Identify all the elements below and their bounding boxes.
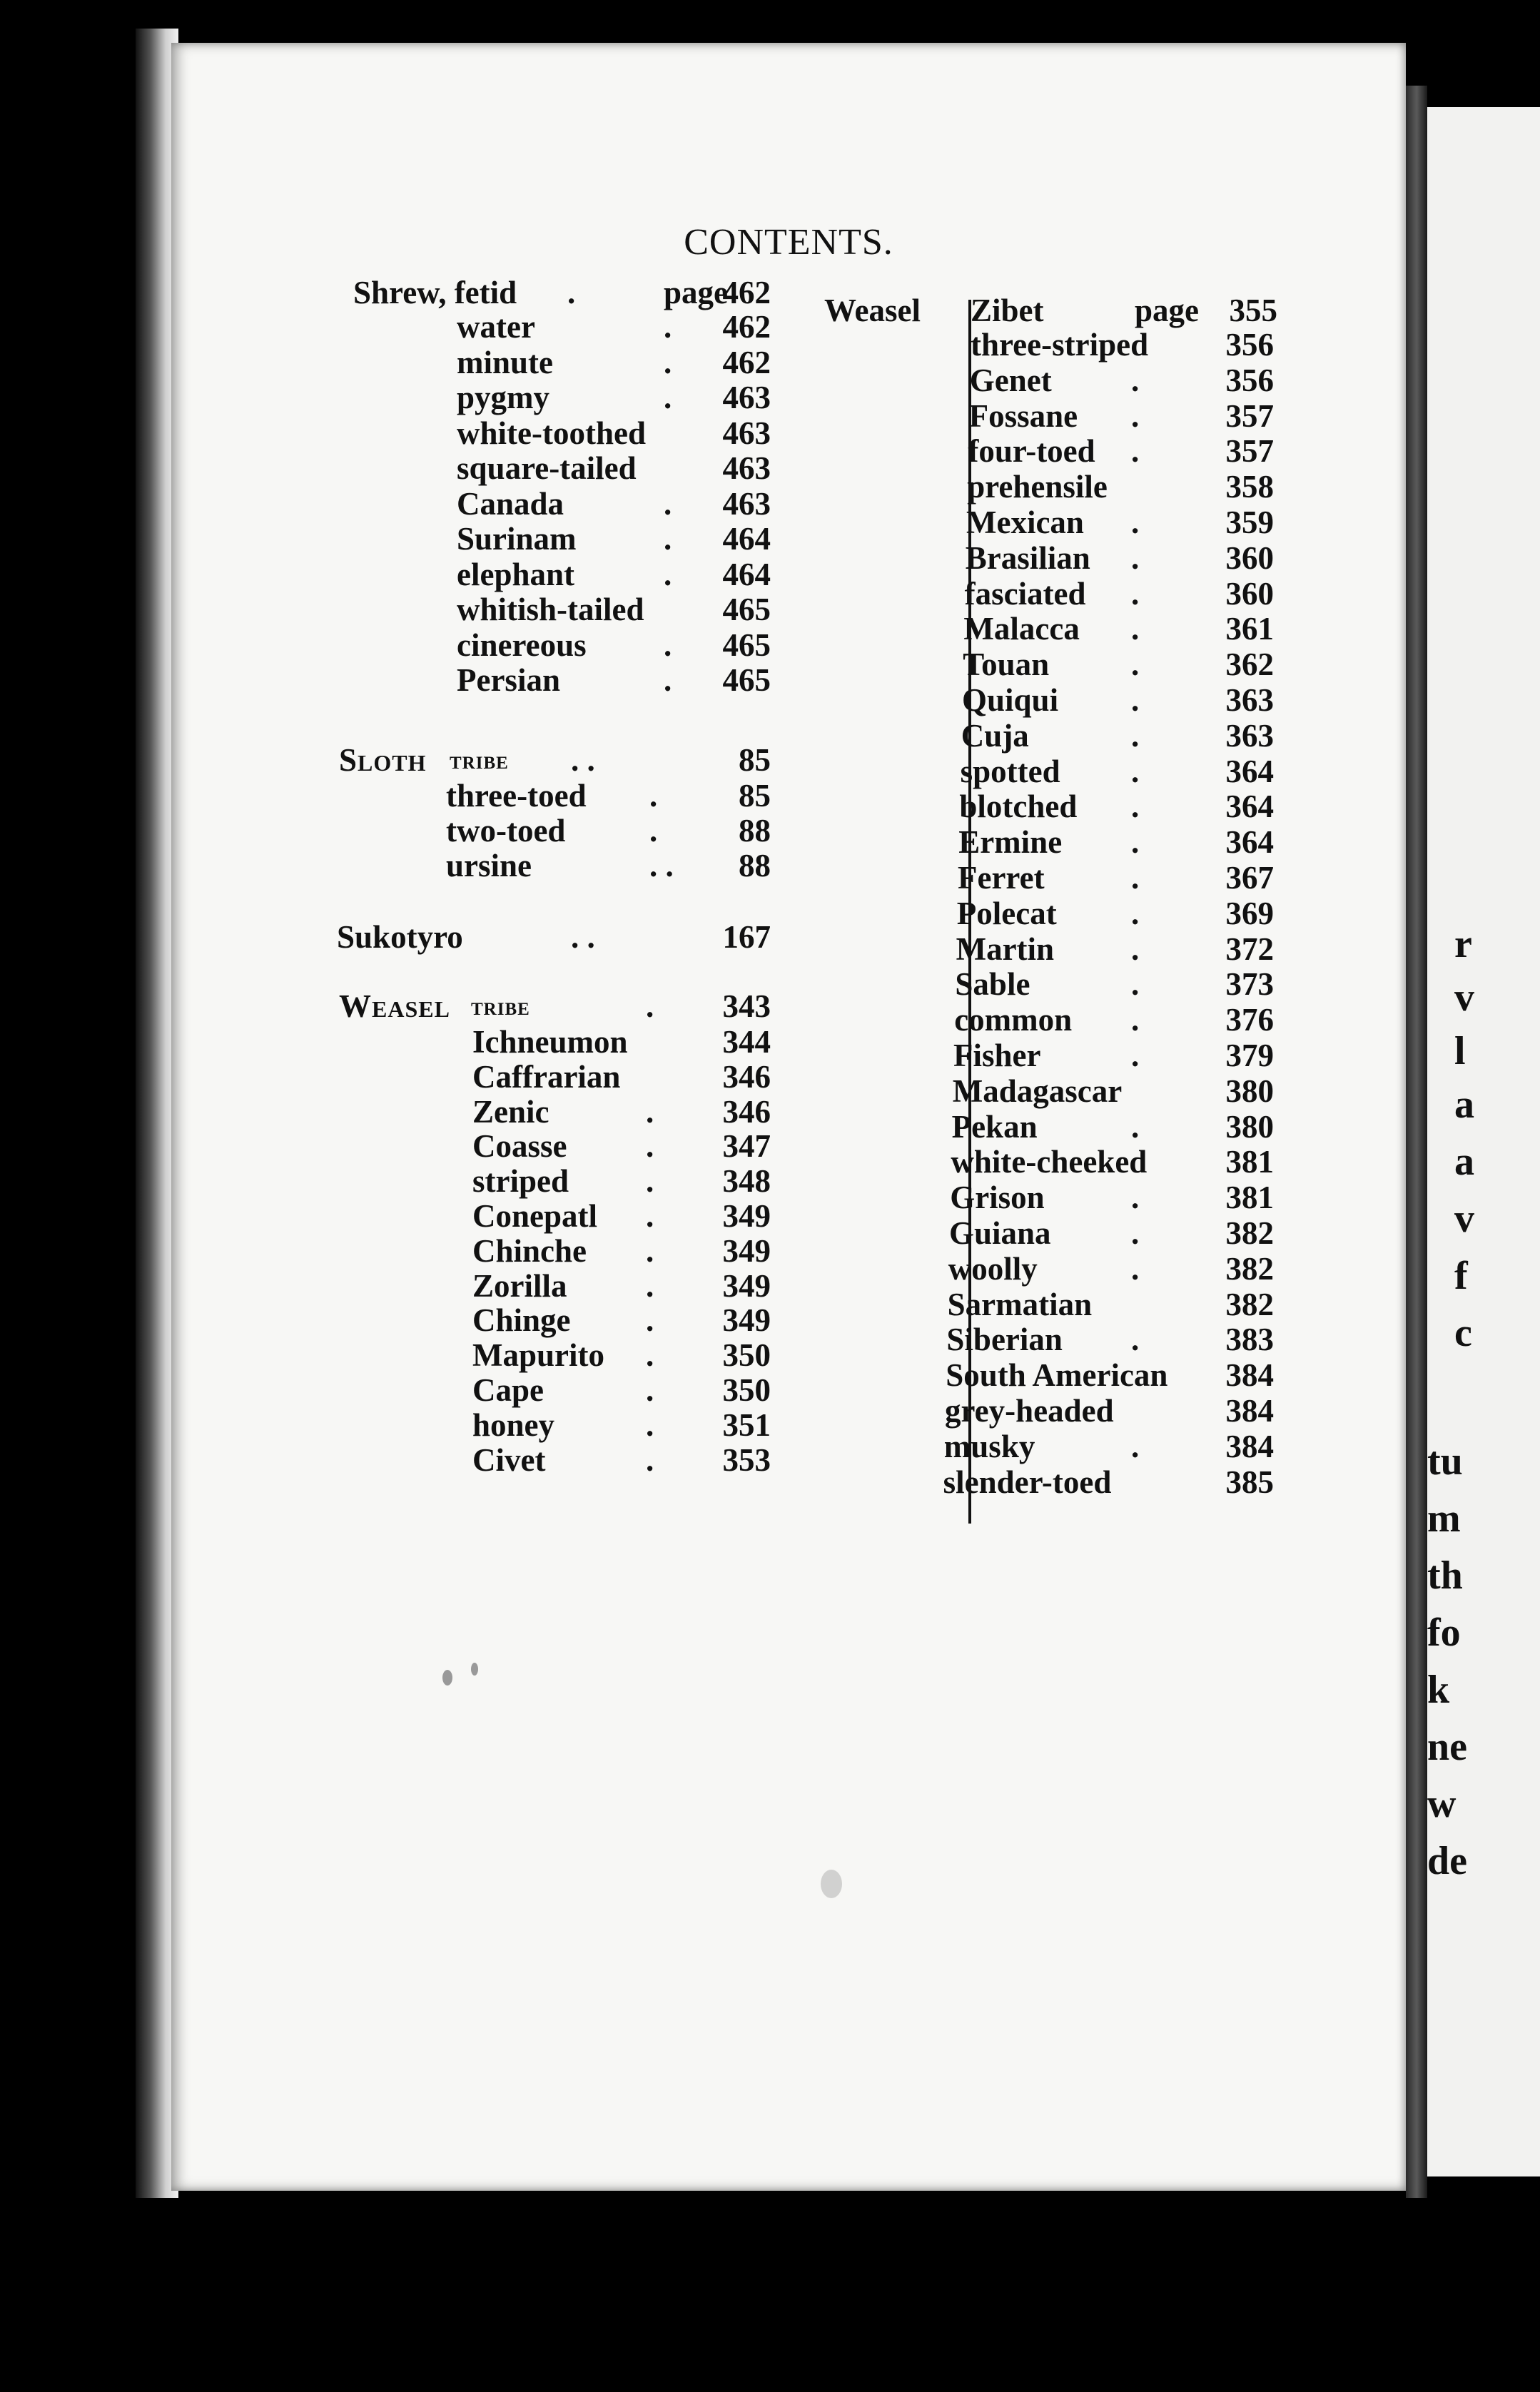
right-column bbox=[171, 43, 1406, 1613]
leader-dot: . bbox=[646, 1163, 654, 1200]
entry-name: Ermine bbox=[958, 824, 1063, 861]
page-number: 347 bbox=[722, 1128, 771, 1165]
toc-entry bbox=[171, 1144, 1406, 1180]
entry-name: Fossane bbox=[968, 397, 1078, 434]
entry-name: Guiana bbox=[949, 1215, 1051, 1251]
page-number: 355 bbox=[1229, 293, 1277, 328]
leader-dot: . . bbox=[571, 919, 595, 955]
toc-entry bbox=[171, 966, 1406, 1002]
toc-entry bbox=[171, 1215, 1406, 1251]
entry-name: Canada bbox=[457, 485, 564, 522]
toc-entry bbox=[171, 1393, 1406, 1429]
page-number: 384 bbox=[1225, 1357, 1274, 1394]
entry-name: cinereous bbox=[457, 627, 587, 663]
leader-dot: . bbox=[664, 344, 672, 380]
leader-dot: . bbox=[1131, 966, 1140, 1003]
entry-name: Mexican bbox=[966, 505, 1084, 540]
facing-page-text-fragment: v bbox=[1454, 975, 1474, 1020]
facing-page-text-fragment: tu bbox=[1427, 1439, 1463, 1484]
leader-dot: . bbox=[646, 1093, 654, 1130]
page-number: 348 bbox=[722, 1163, 771, 1200]
entry-name: Fisher bbox=[953, 1038, 1041, 1073]
toc-entry bbox=[171, 398, 1406, 434]
leader-dot: . bbox=[664, 521, 672, 557]
page-number: 380 bbox=[1225, 1108, 1274, 1145]
entry-name: Martin bbox=[956, 931, 1055, 967]
toc-entry bbox=[171, 1322, 1406, 1357]
leader-dot: . bbox=[1131, 931, 1140, 967]
page-number: 349 bbox=[722, 1198, 771, 1234]
facing-page-text-fragment: ne bbox=[1427, 1725, 1467, 1769]
paper-speck bbox=[442, 1670, 452, 1686]
facing-page-text-fragment: a bbox=[1454, 1083, 1474, 1127]
entry-name: Surinam bbox=[457, 521, 577, 557]
toc-entry bbox=[171, 1287, 1406, 1322]
leader-dot: . bbox=[646, 1267, 654, 1304]
page-number: 363 bbox=[1225, 717, 1274, 754]
entry-name: blotched bbox=[959, 789, 1078, 825]
leader-dot: . bbox=[1131, 433, 1140, 470]
entry-name: Cape bbox=[472, 1372, 544, 1408]
page-number: 465 bbox=[722, 592, 771, 627]
page-number: 351 bbox=[722, 1407, 771, 1443]
leader-dot: . bbox=[1131, 647, 1140, 683]
leader-dot: . bbox=[1131, 824, 1140, 861]
entry-name: Chinche bbox=[472, 1232, 587, 1269]
toc-entry bbox=[171, 682, 1406, 718]
leader-dot: . bbox=[646, 1198, 654, 1234]
page-number: 343 bbox=[722, 988, 771, 1024]
page-label: page bbox=[1135, 293, 1199, 328]
entry-name: Quiqui bbox=[962, 682, 1059, 718]
entry-name: Ichneumon bbox=[472, 1024, 628, 1060]
leader-dot: . bbox=[646, 1372, 654, 1408]
entry-name: Madagascar bbox=[952, 1073, 1123, 1109]
page-number: 464 bbox=[722, 556, 771, 592]
entry-name: Coasse bbox=[472, 1128, 567, 1165]
entry-name: Zibet bbox=[971, 293, 1044, 328]
leader-dot: . bbox=[664, 485, 672, 522]
entry-name: Sable bbox=[955, 966, 1030, 1003]
leader-dot: . bbox=[1131, 1322, 1140, 1358]
page-number: 359 bbox=[1225, 505, 1274, 540]
section-title: Weasel bbox=[339, 988, 450, 1024]
entry-name: Sarmatian bbox=[947, 1286, 1093, 1322]
leader-dot: . bbox=[1131, 717, 1140, 754]
page-number: 346 bbox=[722, 1093, 771, 1130]
facing-page-text-fragment: m bbox=[1427, 1496, 1461, 1541]
page-number: 353 bbox=[722, 1441, 771, 1478]
section-subtitle: tribe bbox=[471, 992, 530, 1020]
leader-dot: . bbox=[646, 1302, 654, 1339]
entry-name: Malacca bbox=[963, 611, 1080, 647]
facing-page-text-fragment: c bbox=[1454, 1311, 1472, 1355]
leader-dot: . bbox=[664, 380, 672, 415]
toc-entry bbox=[171, 505, 1406, 540]
leader-dot: . bbox=[646, 1407, 654, 1443]
page-number: 463 bbox=[722, 380, 771, 415]
entry-name: Persian bbox=[457, 662, 560, 698]
leader-dot: . bbox=[1131, 1038, 1140, 1073]
entry-name: minute bbox=[457, 344, 553, 380]
leader-dot: . bbox=[1131, 1250, 1140, 1287]
toc-entry bbox=[171, 931, 1406, 967]
entry-name: water bbox=[457, 309, 535, 345]
leader-dot: . bbox=[1131, 1108, 1140, 1145]
facing-page-text-fragment: a bbox=[1454, 1140, 1474, 1184]
entry-name: Zorilla bbox=[472, 1267, 567, 1304]
leader-dot: . bbox=[1131, 1002, 1140, 1038]
page-number: 361 bbox=[1225, 611, 1274, 647]
entry-name: Grison bbox=[950, 1180, 1045, 1216]
toc-entry bbox=[171, 327, 1406, 363]
group-label: Weasel bbox=[824, 293, 921, 328]
page-number: 364 bbox=[1225, 789, 1274, 825]
paper-speck bbox=[471, 1663, 478, 1676]
facing-page-text-fragment: fo bbox=[1427, 1611, 1461, 1655]
entry-name: grey-headed bbox=[945, 1393, 1114, 1429]
toc-entry bbox=[171, 363, 1406, 398]
toc-entry bbox=[171, 647, 1406, 682]
leader-dot: . bbox=[1131, 1215, 1140, 1251]
page-number: 344 bbox=[722, 1024, 771, 1060]
page-number: 382 bbox=[1225, 1250, 1274, 1287]
page-number: 85 bbox=[739, 742, 771, 778]
leader-dot: . bbox=[1131, 539, 1140, 576]
entry-name: ursine bbox=[446, 848, 532, 883]
leader-dot: . bbox=[1131, 1180, 1140, 1216]
toc-entry bbox=[171, 824, 1406, 860]
page-number: 356 bbox=[1225, 362, 1274, 398]
page-number: 88 bbox=[739, 813, 771, 848]
section-title: Sloth bbox=[339, 742, 427, 778]
page-number: 384 bbox=[1225, 1393, 1274, 1429]
leader-dot: . bbox=[646, 1232, 654, 1269]
toc-entry bbox=[171, 1464, 1406, 1500]
toc-entry bbox=[171, 896, 1406, 931]
toc-entry bbox=[171, 433, 1406, 469]
page-title: CONTENTS. bbox=[684, 222, 893, 263]
facing-page-text-fragment: f bbox=[1454, 1254, 1468, 1298]
entry-name: Conepatl bbox=[472, 1198, 598, 1234]
toc-entry bbox=[171, 469, 1406, 505]
entry-name: Shrew, fetid bbox=[353, 275, 517, 310]
page-number: 358 bbox=[1225, 469, 1274, 505]
entry-name: South American bbox=[946, 1357, 1168, 1394]
page-number: 346 bbox=[722, 1058, 771, 1095]
page-number: 88 bbox=[739, 848, 771, 883]
toc-entry bbox=[171, 718, 1406, 754]
facing-page-text-fragment: w bbox=[1427, 1782, 1457, 1826]
leader-dot: . bbox=[1131, 362, 1140, 398]
page-number: 369 bbox=[1225, 895, 1274, 931]
page-number: 381 bbox=[1225, 1180, 1274, 1216]
leader-dot: . bbox=[567, 275, 576, 310]
leader-dot: . bbox=[646, 988, 654, 1024]
page-number: 363 bbox=[1225, 682, 1274, 718]
facing-page-text-fragment: de bbox=[1427, 1839, 1467, 1883]
page-number: 350 bbox=[722, 1337, 771, 1374]
page-number: 367 bbox=[1225, 860, 1274, 896]
page-number: 384 bbox=[1225, 1428, 1274, 1464]
paper-speck bbox=[821, 1870, 842, 1898]
page-number: 349 bbox=[722, 1302, 771, 1339]
page-number: 362 bbox=[1225, 647, 1274, 683]
facing-page-text-fragment: v bbox=[1454, 1197, 1474, 1241]
toc-entry-zibet-head bbox=[171, 293, 1406, 328]
leader-dot: . bbox=[649, 778, 658, 814]
leader-dot: . bbox=[1131, 1428, 1140, 1464]
entry-name: Ferret bbox=[958, 860, 1045, 896]
page-number: 464 bbox=[722, 521, 771, 557]
leader-dot: . bbox=[1131, 611, 1140, 647]
entry-name: square-tailed bbox=[457, 450, 637, 486]
toc-entry bbox=[171, 1109, 1406, 1145]
page-number: 463 bbox=[722, 415, 771, 451]
page-number: 360 bbox=[1225, 575, 1274, 612]
page-number: 364 bbox=[1225, 824, 1274, 861]
section-subtitle: tribe bbox=[450, 746, 509, 774]
page-number: 372 bbox=[1225, 931, 1274, 967]
entry-name: pygmy bbox=[457, 380, 550, 415]
entry-name: Pekan bbox=[951, 1108, 1038, 1145]
leader-dot: . bbox=[646, 1441, 654, 1478]
toc-entry bbox=[171, 754, 1406, 789]
entry-name: white-toothed bbox=[457, 415, 646, 451]
entry-name: woolly bbox=[948, 1250, 1038, 1287]
entry-name: Cuja bbox=[961, 717, 1029, 754]
leader-dot: . bbox=[664, 662, 672, 698]
facing-page-text-fragment: l bbox=[1454, 1029, 1466, 1073]
entry-name: Caffrarian bbox=[472, 1058, 621, 1095]
leader-dot: . bbox=[1131, 753, 1140, 789]
facing-page-text-fragment: r bbox=[1454, 922, 1472, 966]
leader-dot: . bbox=[646, 1337, 654, 1374]
toc-entry bbox=[171, 1073, 1406, 1109]
toc-entry bbox=[171, 576, 1406, 612]
page-number: 380 bbox=[1225, 1073, 1274, 1109]
page-number: 349 bbox=[722, 1232, 771, 1269]
page-number: 381 bbox=[1225, 1144, 1274, 1180]
toc-entry bbox=[171, 1357, 1406, 1393]
page-number: 462 bbox=[722, 344, 771, 380]
entry-name: Brasilian bbox=[965, 539, 1090, 576]
leader-dot: . bbox=[664, 556, 672, 592]
page-number: 379 bbox=[1225, 1038, 1274, 1073]
entry-name: common bbox=[954, 1002, 1073, 1038]
page-number: 167 bbox=[722, 919, 771, 955]
page-number: 364 bbox=[1225, 753, 1274, 789]
leader-dot: . bbox=[1131, 505, 1140, 540]
entry-name: three-toed bbox=[446, 778, 587, 814]
facing-page-edge bbox=[1427, 107, 1540, 2176]
toc-entry bbox=[171, 611, 1406, 647]
entry-name: whitish-tailed bbox=[457, 592, 644, 627]
toc-entry bbox=[171, 860, 1406, 896]
page-number: 373 bbox=[1225, 966, 1274, 1003]
page-number: 382 bbox=[1225, 1215, 1274, 1251]
entry-name: prehensile bbox=[967, 469, 1108, 505]
entry-name: Mapurito bbox=[472, 1337, 604, 1374]
book-page bbox=[171, 43, 1406, 2191]
entry-name: two-toed bbox=[446, 813, 566, 848]
leader-dot: . . bbox=[571, 742, 595, 778]
page-number: 385 bbox=[1225, 1464, 1274, 1500]
leader-dot: . bbox=[1131, 789, 1140, 825]
entry-name: Sukotyro bbox=[337, 919, 463, 955]
page-number: 382 bbox=[1225, 1286, 1274, 1322]
toc-entry bbox=[171, 540, 1406, 576]
leader-dot: . bbox=[1131, 895, 1140, 931]
entry-name: slender-toed bbox=[943, 1464, 1112, 1500]
page-number: 85 bbox=[739, 778, 771, 814]
page-number: 350 bbox=[722, 1372, 771, 1408]
page-label: page bbox=[664, 275, 728, 310]
toc-entry bbox=[171, 1251, 1406, 1287]
leader-dot: . bbox=[1131, 575, 1140, 612]
toc-entry bbox=[171, 1002, 1406, 1038]
page-number: 356 bbox=[1225, 327, 1274, 363]
page-number: 465 bbox=[722, 627, 771, 663]
entry-name: Genet bbox=[969, 362, 1052, 398]
entry-name: elephant bbox=[457, 556, 575, 592]
toc-entry bbox=[171, 1180, 1406, 1215]
page-number: 463 bbox=[722, 485, 771, 522]
leader-dot: . bbox=[646, 1128, 654, 1165]
entry-name: spotted bbox=[960, 753, 1060, 789]
entry-name: Zenic bbox=[472, 1093, 549, 1130]
page-number: 360 bbox=[1225, 539, 1274, 576]
leader-dot: . bbox=[1131, 682, 1140, 718]
leader-dot: . bbox=[664, 627, 672, 663]
entry-name: four-toed bbox=[968, 433, 1095, 470]
page-number: 463 bbox=[722, 450, 771, 486]
facing-page-text-fragment: k bbox=[1427, 1668, 1450, 1712]
page-number: 357 bbox=[1225, 397, 1274, 434]
page-number: 376 bbox=[1225, 1002, 1274, 1038]
entry-name: fasciated bbox=[964, 575, 1086, 612]
facing-page-text-fragment: th bbox=[1427, 1554, 1463, 1598]
leader-dot: . . bbox=[649, 848, 674, 883]
entry-name: Chinge bbox=[472, 1302, 571, 1339]
leader-dot: . bbox=[649, 813, 658, 848]
entry-name: Civet bbox=[472, 1441, 546, 1478]
leader-dot: . bbox=[664, 309, 672, 345]
toc-entry bbox=[171, 1429, 1406, 1464]
page-number: 349 bbox=[722, 1267, 771, 1304]
page-number: 462 bbox=[722, 275, 771, 310]
entry-name: Siberian bbox=[946, 1322, 1063, 1358]
entry-name: three-striped bbox=[971, 327, 1149, 363]
entry-name: musky bbox=[943, 1428, 1035, 1464]
leader-dot: . bbox=[1131, 397, 1140, 434]
entry-name: Touan bbox=[963, 647, 1050, 683]
page-number: 357 bbox=[1225, 433, 1274, 470]
book-gutter bbox=[1406, 86, 1427, 2198]
entry-name: honey bbox=[472, 1407, 555, 1443]
toc-entry bbox=[171, 789, 1406, 824]
leader-dot: . bbox=[1131, 860, 1140, 896]
toc-entry bbox=[171, 1038, 1406, 1073]
page-number: 462 bbox=[722, 309, 771, 345]
entry-name: white-cheeked bbox=[951, 1144, 1148, 1180]
entry-name: striped bbox=[472, 1163, 569, 1200]
entry-name: Polecat bbox=[956, 895, 1057, 931]
page-number: 383 bbox=[1225, 1322, 1274, 1358]
page-number: 465 bbox=[722, 662, 771, 698]
